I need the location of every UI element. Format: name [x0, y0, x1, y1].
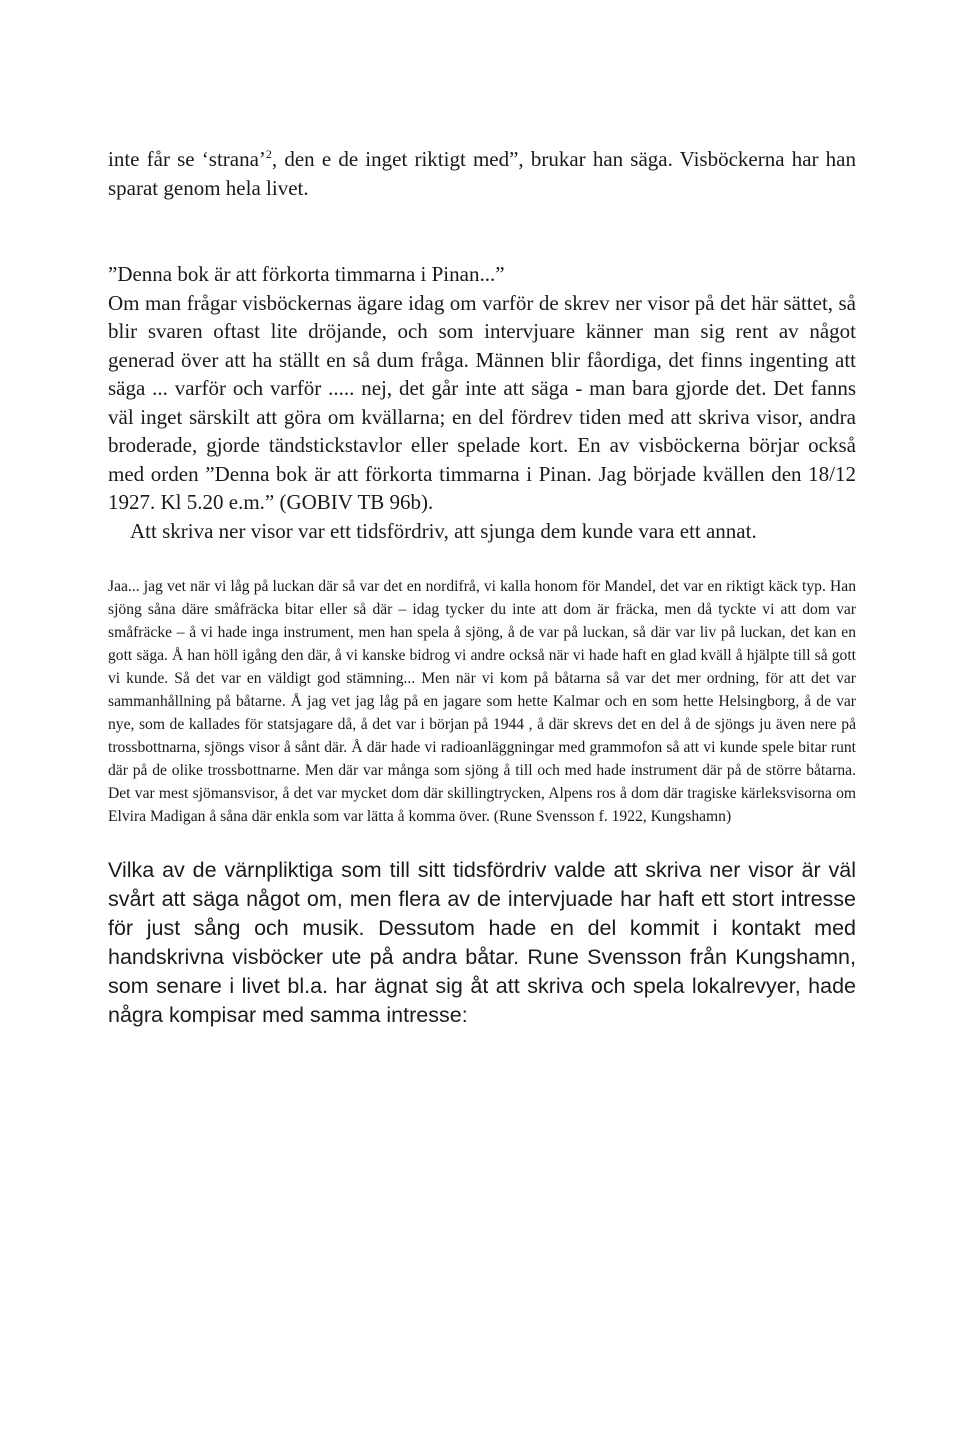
paragraph-conscripts: Vilka av de värnpliktiga som till sitt tidsfördriv valde att skriva ner visor är väl svårt att säga något om, men flera av de intervjuade har haft ett stort intresse för just sång och musik. Dessutom hade en del kommit i kontakt med handskrivna visböcker ute på andra båtar. Rune Svensson från Kungshamn, som senare i livet bl.a. har ägnat sig åt att skriva och spela lokalrevyer, hade några kompisar med samma intresse:: [108, 858, 856, 1027]
interview-quote: Jaa... jag vet när vi låg på luckan där så var det en nordifrå, vi kalla honom för Mandel, det var en riktigt käck typ. Han sjöng såna däre småfräcka bitar eller så där – idag tycker du inte att dom är fräcka, men då tyckte vi att dom var småfräcke – å vi hade inga instrument, men han spela å sjöng, å de var på luckan, så där var liv på luckan, det kan en gott säga. Å han höll igång den där, å vi kanske bidrog vi andre också när vi hade haft en glad kväll å hjälpte till så gott vi kunde. Så det var en väldigt god stämning... Men när vi kom på båtarna så var det mer ordning, för att det var sammanhållning på båtarne. Å jag vet jag låg på en jagare som hette Kalmar och en som hette Helsingborg, å de var nye, som de kallades för statsjagare då, å det var i början på 1944 , å där skrevs det en del å de sjöngs ju även nere på trossbottnarna, sjöngs visor å sånt där. Å där hade vi radioanläggningar med grammofon så att vi kunde spele bitar runt där på de olike trossbottnarne. Men där var många som sjöng å till och med hade instrument där på de större båtarna. Det var mest sjömansvisor, å det var mycket dom där skillingtrycken, Alpens ros å dom där tragiske kärleksvisorna om Elvira Madigan å såna där enkla som var lätta å komma över. (Rune Svensson f. 1922, Kungshamn): [108, 578, 856, 825]
paragraph-interview: Om man frågar visböckernas ägare idag om varför de skrev ner visor på det här sättet, så blir svaren oftast lite dröjande, och som intervjuare känner man sig rent av något generad över att ha ställt en så dum fråga. Männen blir fåordiga, det finns ingenting att säga ... varför och varför ..... nej, det går inte att säga - man bara gjorde det. Det fanns väl inget särskilt att göra om kvällarna; en del fördrev tiden med att skriva visor, andra broderade, gjorde tändstickstavlor eller spelade kort. En av visböckerna börjar också med orden ”Denna bok är att förkorta timmarna i Pinan. Jag började kvällen den 18/12 1927. Kl 5.20 e.m.” (GOBIV TB 96b).: [108, 290, 856, 514]
paragraph-intro-text-a: inte får se ‘strana’: [108, 147, 266, 171]
footnote-marker: 2: [265, 147, 272, 161]
paragraph-intro: [108, 145, 856, 202]
paragraph-pastime: Att skriva ner visor var ett tidsfördriv, att sjunga dem kunde vara ett annat.: [130, 518, 757, 543]
document-page: [108, 145, 856, 1030]
section-heading: ”Denna bok är att förkorta timmarna i Pinan...”: [108, 262, 505, 286]
paragraph-intro-text-b: , den e de inget riktigt med”, brukar han säga. Visböckerna har han sparat genom hela livet.: [108, 147, 856, 200]
